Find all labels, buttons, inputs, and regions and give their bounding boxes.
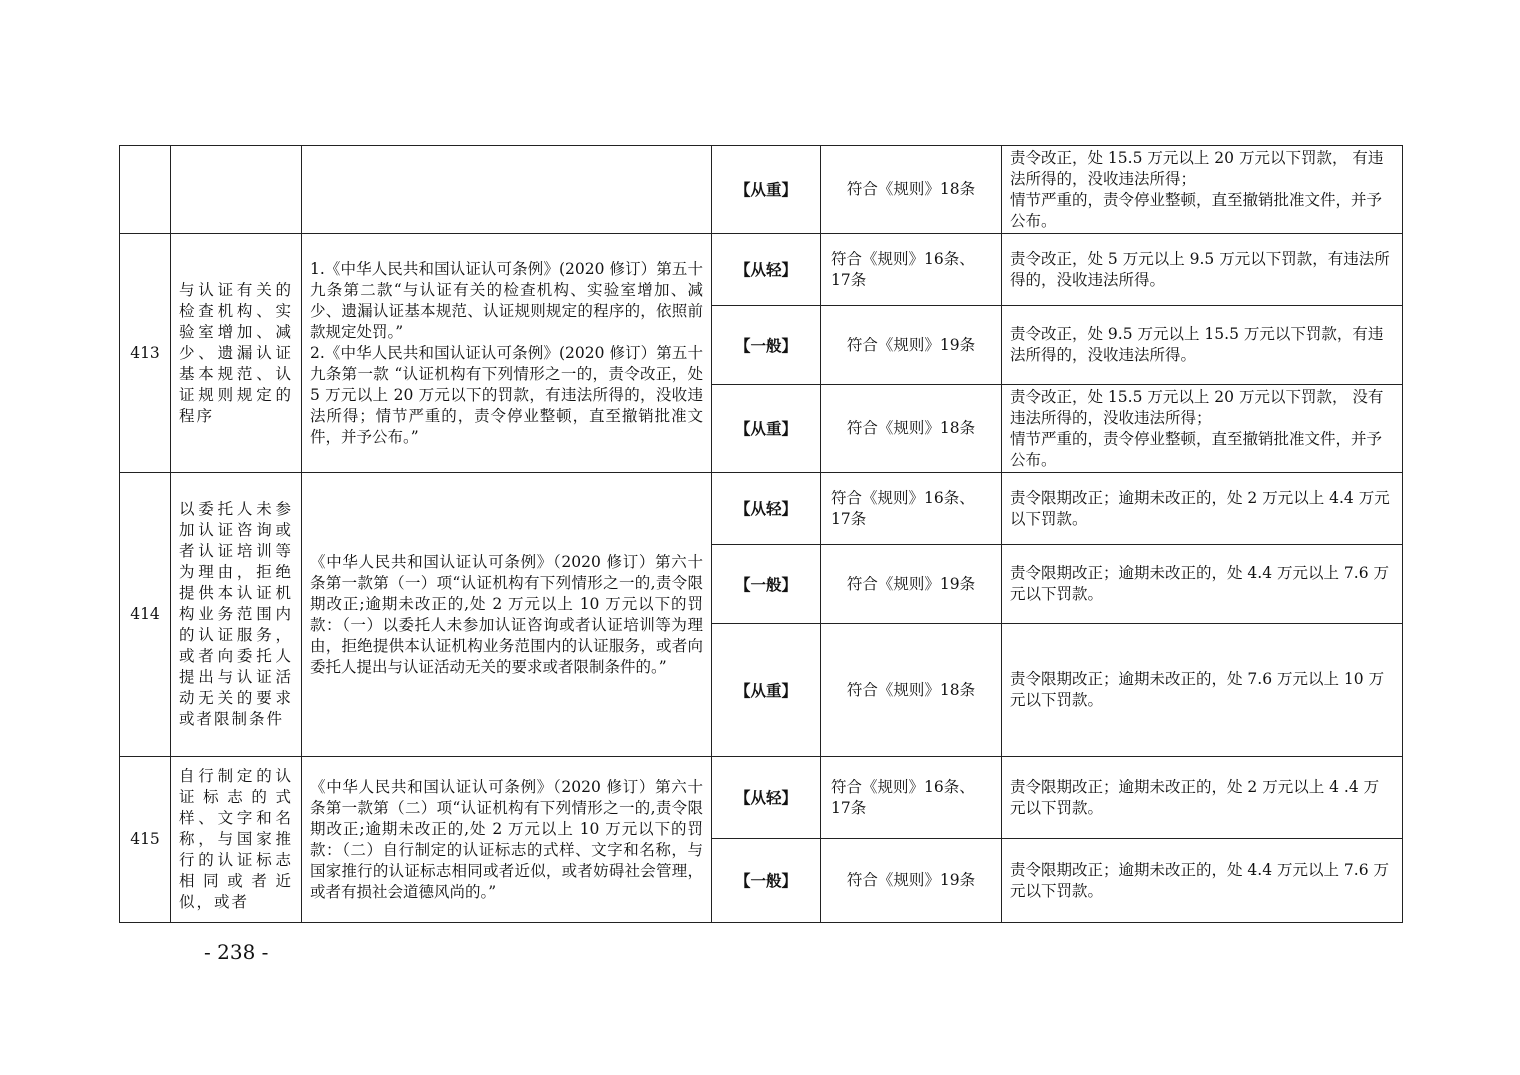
item-description: 以委托人未参加认证咨询或者认证培训等为理由，拒绝提供本认证机构业务范围内的认证服务，或者向委托人提出与认证活动无关的要求或者限制条件	[171, 473, 302, 757]
basis-paragraph: 《中华人民共和国认证认可条例》（2020 修订）第六十条第一款第（一）项“认证机构有下列情形之一的,责令限期改正;逾期未改正的,处 2 万元以上 10 万元以下的罚款：（一）以委托人未参加认证咨询或者认证培训等为理由，拒绝提供本认证机构业务范围内的认证服务，或者向委托人提出与认证活动无关的要求或者限制条件的。”	[310, 552, 703, 676]
applicable-condition: 符合《规则》19条	[821, 839, 1002, 923]
table-row	[120, 234, 1403, 306]
item-description	[171, 146, 302, 234]
penalty-standard	[1002, 306, 1403, 385]
table-row	[120, 473, 1403, 545]
item-number: 413	[120, 234, 171, 473]
legal-basis	[302, 757, 712, 923]
table-row	[120, 146, 1403, 234]
applicable-condition: 符合《规则》16条、17条	[821, 234, 1002, 306]
applicable-condition: 符合《规则》19条	[821, 306, 1002, 385]
penalty-table	[119, 145, 1403, 923]
basis-paragraph: 1.《中华人民共和国认证认可条例》(2020 修订）第五十九条第二款“与认证有关的检查机构、实验室增加、减少、遗漏认证基本规范、认证规则规定的程序的，依照前款规定处罚。”	[310, 259, 703, 341]
applicable-condition: 符合《规则》16条、17条	[821, 757, 1002, 839]
item-number	[120, 146, 171, 234]
table-row	[120, 757, 1403, 839]
penalty-standard	[1002, 624, 1403, 757]
legal-basis	[302, 146, 712, 234]
item-number: 415	[120, 757, 171, 923]
discretion-level: 【一般】	[712, 839, 821, 923]
applicable-condition: 符合《规则》18条	[821, 624, 1002, 757]
applicable-condition: 符合《规则》18条	[821, 146, 1002, 234]
discretion-level: 【一般】	[712, 306, 821, 385]
item-description: 与认证有关的检查机构、实验室增加、减少、遗漏认证基本规范、认证规则规定的程序	[171, 234, 302, 473]
penalty-line: 责令限期改正；逾期未改正的，处 7.6 万元以上 10 万元以下罚款。	[1010, 670, 1385, 709]
applicable-condition: 符合《规则》16条、17条	[821, 473, 1002, 545]
penalty-standard	[1002, 545, 1403, 624]
page-number: - 238 -	[204, 940, 269, 964]
basis-paragraph: 《中华人民共和国认证认可条例》（2020 修订）第六十条第一款第（二）项“认证机构有下列情形之一的,责令限期改正;逾期未改正的,处 2 万元以上 10 万元以下的罚款：（二）自行制定的认证标志的式样、文字和名称，与国家推行的认证标志相同或者近似，或者妨碍社会管理，或者有损社会道德风尚的。”	[310, 777, 703, 901]
penalty-line: 责令改正，处 15.5 万元以上 20 万元以下罚款， 有违法所得的，没收违法所得；	[1010, 148, 1384, 188]
discretion-level: 【从轻】	[712, 234, 821, 306]
penalty-line: 情节严重的，责令停业整顿，直至撤销批准文件，并予公布。	[1010, 429, 1383, 469]
penalty-standard	[1002, 146, 1403, 234]
penalty-line: 责令限期改正；逾期未改正的，处 2 万元以上 4.4 万元以下罚款。	[1010, 488, 1390, 528]
penalty-standard	[1002, 473, 1403, 545]
penalty-standard	[1002, 839, 1403, 923]
penalty-line: 责令改正，处 9.5 万元以上 15.5 万元以下罚款，有违法所得的，没收违法所得。	[1010, 325, 1384, 364]
penalty-line: 责令限期改正；逾期未改正的，处 2 万元以上 4 .4 万元以下罚款。	[1010, 777, 1380, 817]
penalty-line: 责令改正，处 5 万元以上 9.5 万元以下罚款，有违法所得的，没收违法所得。	[1010, 249, 1390, 289]
item-description: 自行制定的认证标志的式样、文字和名称，与国家推行的认证标志相同或者近似，或者	[171, 757, 302, 923]
basis-paragraph: 2.《中华人民共和国认证认可条例》(2020 修订）第五十九条第一款 “认证机构有下列情形之一的，责令改正，处 5 万元以上 20 万元以下的罚款，有违法所得的，没收违法所得；情节严重的，责令停业整顿，直至撤销批准文件，并予公布。”	[310, 343, 703, 446]
penalty-line: 情节严重的，责令停业整顿，直至撤销批准文件，并予公布。	[1010, 190, 1383, 230]
legal-basis	[302, 473, 712, 757]
penalty-standard	[1002, 234, 1403, 306]
penalty-standard	[1002, 385, 1403, 473]
applicable-condition: 符合《规则》18条	[821, 385, 1002, 473]
discretion-level: 【从重】	[712, 624, 821, 757]
penalty-line: 责令限期改正；逾期未改正的，处 4.4 万元以上 7.6 万元以下罚款。	[1010, 860, 1390, 900]
discretion-level: 【从重】	[712, 146, 821, 234]
discretion-level: 【一般】	[712, 545, 821, 624]
discretion-level: 【从轻】	[712, 473, 821, 545]
penalty-line: 责令改正，处 15.5 万元以上 20 万元以下罚款， 没有违法所得的，没收违法所得；	[1010, 387, 1384, 427]
penalty-line: 责令限期改正；逾期未改正的，处 4.4 万元以上 7.6 万元以下罚款。	[1010, 564, 1390, 603]
penalty-standard	[1002, 757, 1403, 839]
item-number: 414	[120, 473, 171, 757]
applicable-condition: 符合《规则》19条	[821, 545, 1002, 624]
discretion-level: 【从重】	[712, 385, 821, 473]
legal-basis	[302, 234, 712, 473]
discretion-level: 【从轻】	[712, 757, 821, 839]
